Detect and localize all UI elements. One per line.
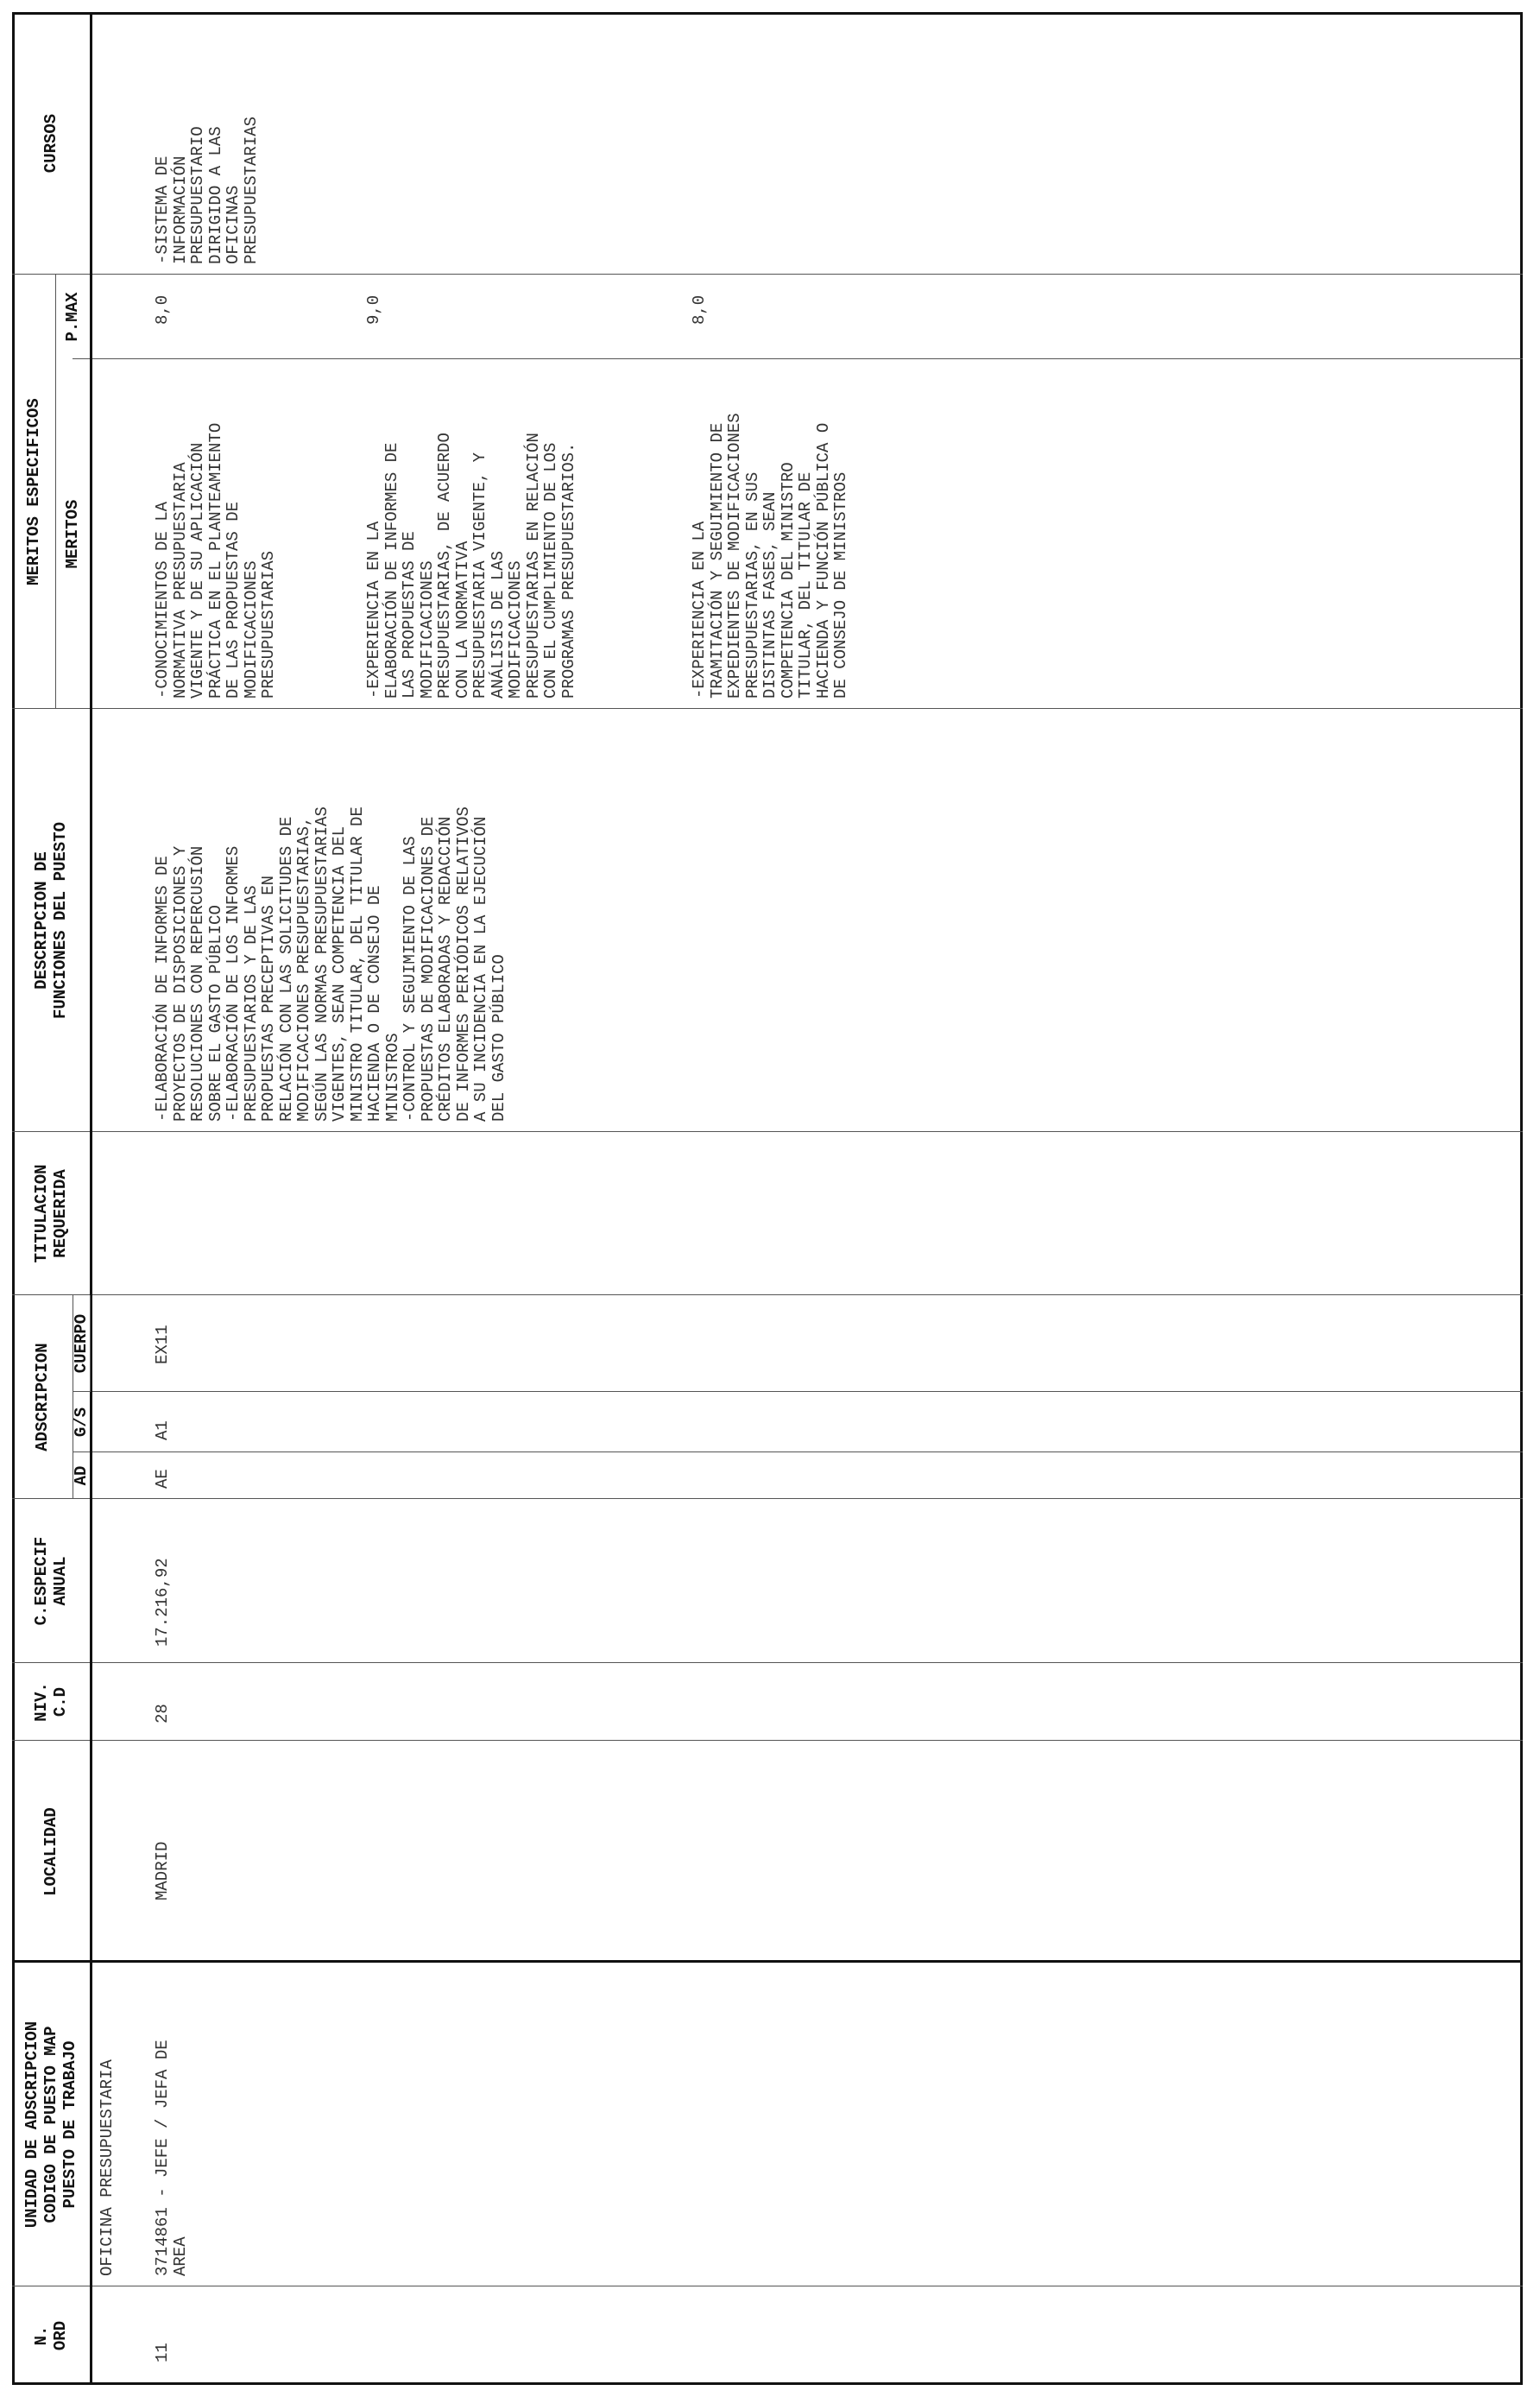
header-cursos: CURSOS bbox=[41, 113, 60, 174]
header-cuerpo: CUERPO bbox=[72, 1313, 91, 1374]
row-nivel: 28 bbox=[153, 1704, 172, 1723]
col-divider bbox=[12, 1662, 1523, 1663]
header-meritos-especificos: MERITOS ESPECIFICOS bbox=[24, 398, 43, 585]
col-divider bbox=[73, 358, 1523, 359]
header-ad: AD bbox=[72, 1465, 91, 1486]
col-divider bbox=[12, 1960, 1523, 1963]
col-divider bbox=[12, 1498, 1523, 1499]
col-divider bbox=[73, 1391, 1523, 1392]
col-divider bbox=[12, 1294, 1523, 1295]
col-divider bbox=[12, 1131, 1523, 1132]
header-gs: G/S bbox=[72, 1407, 91, 1438]
header-titulacion: TITULACION REQUERIDA bbox=[32, 1164, 70, 1263]
col-divider bbox=[12, 708, 1523, 709]
merito-3-pmax: 8,0 bbox=[690, 294, 709, 325]
header-nivel: NIV. C.D bbox=[32, 1682, 70, 1722]
header-c-especif: C.ESPECIF ANUAL bbox=[32, 1536, 70, 1626]
row-gs: A1 bbox=[153, 1420, 172, 1440]
row-ad: AE bbox=[153, 1469, 172, 1489]
row-localidad: MADRID bbox=[153, 1841, 172, 1901]
col-divider bbox=[12, 274, 1523, 275]
row-descripcion: -ELABORACIÓN DE INFORMES DE PROYECTOS DE DISPOSICIONES Y RESOLUCIONES CON REPERCUSIÓN SOBRE EL GASTO PÚBLICO -ELABORACIÓN DE LOS INFORMES PRESUPUESTARIOS Y DE LAS PROPUESTAS PRECEPTIVAS EN RELACIÓN CON LAS SOLICITUDES DE MODIFICACIONES PRESUPUESTARIAS, SEGÚN LAS NORMAS PRESUPUESTARIAS VIGENTES, SEAN COMPETENCIA DEL MINISTRO TITULAR, DEL TITULAR DE HACIENDA O DE CONSEJO DE MINISTROS -CONTROL Y SEGUIMIENTO DE LAS PROPUESTAS DE MODIFICACIONES DE CRÉDITOS ELABORADAS Y REDACCIÓN DE INFORMES PERIÓDICOS RELATIVOS A SU INCIDENCIA EN LA EJECUCIÓN DEL GASTO PÚBLICO bbox=[153, 806, 508, 1122]
header-localidad: LOCALIDAD bbox=[41, 1807, 60, 1896]
merito-2: -EXPERIENCIA EN LA ELABORACIÓN DE INFORMES DE LAS PROPUESTAS DE MODIFICACIONES PRESUPUESTARIAS, DE ACUERDO CON LA NORMATIVA PRESUPUESTARIA VIGENTE, Y ANÁLISIS DE LAS MODIFICACIONES PRESUPUESTARIAS EN RELACIÓN CON EL CUMPLIMIENTO DE LOS PROGRAMAS PRESUPUESTARIOS. bbox=[364, 433, 578, 699]
row-cuerpo: EX11 bbox=[153, 1325, 172, 1364]
col-divider bbox=[73, 1451, 1523, 1452]
header-descripcion: DESCRIPCION DE FUNCIONES DEL PUESTO bbox=[32, 821, 70, 1020]
header-adscripcion: ADSCRIPCION bbox=[33, 1343, 52, 1451]
merito-2-pmax: 9,0 bbox=[364, 294, 383, 325]
merito-3: -EXPERIENCIA EN LA TRAMITACIÓN Y SEGUIMIENTO DE EXPEDIENTES DE MODIFICACIONES PRESUPUESTARIAS, EN SUS DISTINTAS FASES, SEAN COMPETENCIA DEL MINISTRO TITULAR, DEL TITULAR DE HACIENDA Y FUNCIÓN PÚBLICA O DE CONSEJO DE MINISTROS bbox=[690, 413, 850, 699]
header-divider bbox=[90, 12, 92, 2385]
merito-1: -CONOCIMIENTOS DE LA NORMATIVA PRESUPUESTARIA VIGENTE Y DE SU APLICACIÓN PRÁCTICA EN EL PLANTEAMIENTO DE LAS PROPUESTAS DE MODIFICACIONES PRESUPUESTARIAS bbox=[153, 422, 278, 699]
header-n-ord: N. ORD bbox=[32, 2320, 70, 2351]
row-c-especif: 17.216,92 bbox=[153, 1558, 172, 1647]
header-p-max: P.MAX bbox=[63, 292, 82, 342]
row-cursos: -SISTEMA DE INFORMACIÓN PRESUPUESTARIO DIRIGIDO A LAS OFICINAS PRESUPUESTARIAS bbox=[153, 116, 261, 264]
table-frame bbox=[12, 12, 1523, 2385]
row-puesto: 3714861 - JEFE / JEFA DE AREA bbox=[153, 2040, 190, 2276]
header-meritos: MERITOS bbox=[63, 499, 82, 569]
header-unidad: UNIDAD DE ADSCRIPCION CODIGO DE PUESTO MAP PUESTO DE TRABAJO bbox=[22, 2021, 79, 2229]
row-n-ord: 11 bbox=[153, 2343, 172, 2362]
merito-1-pmax: 8,0 bbox=[153, 294, 172, 325]
unit-name: OFICINA PRESUPUESTARIA bbox=[98, 2059, 117, 2276]
col-divider bbox=[12, 1740, 1523, 1741]
